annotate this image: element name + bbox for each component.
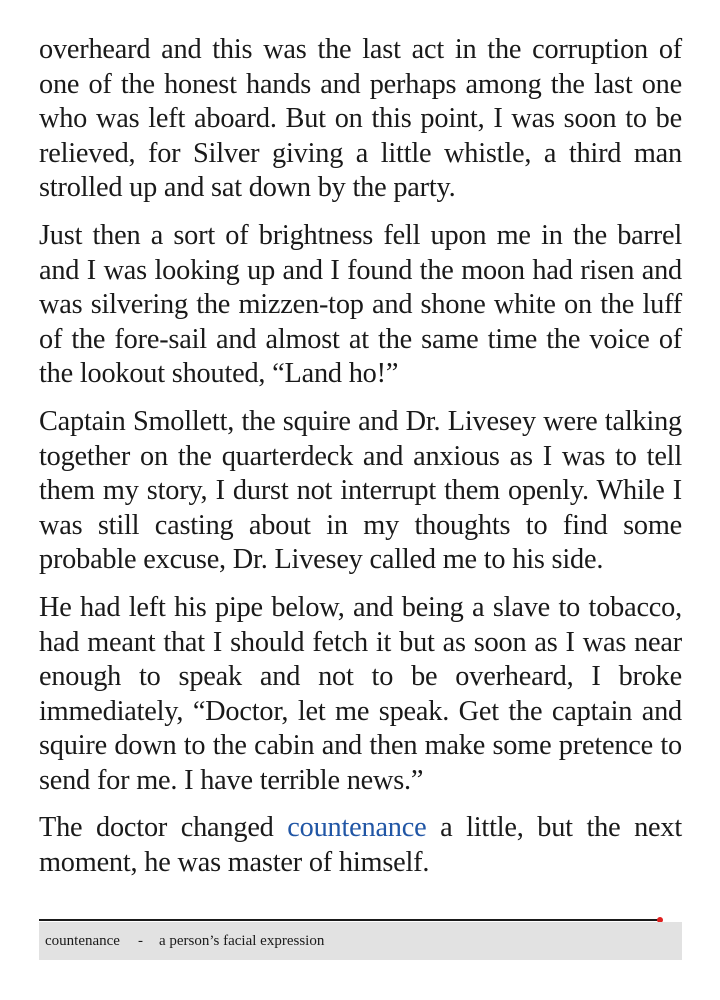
glossary-link-countenance[interactable]: countenance xyxy=(287,812,427,844)
paragraph-1: overheard and this was the last act in the corruption of one of the honest hands and perhaps among the last one who was left aboard. But on this point, I was soon to be relieved, for Silver giving a little whistle, a third man strolled up and sat down by the party. xyxy=(39,34,682,204)
paragraph-3: Captain Smollett, the squire and Dr. Livesey were talking together on the quarterdeck and anxious as I was to tell them my story, I durst not interrupt them openly. While I was still casting about in my thoughts to find some probable excuse, Dr. Livesey called me to his side. xyxy=(39,405,682,576)
footnote-divider xyxy=(39,919,659,921)
glossary-separator: - xyxy=(137,932,143,949)
glossary-term: countenance xyxy=(45,932,120,949)
paragraph-4: He had left his pipe below, and being a slave to tobacco, had meant that I should fetch it but as soon as I was near enough to speak and not to be overheard, I broke immediately, “Doctor, let me speak. Get the captain and squire down to the cabin and then make some pretence to send for me. I have terrible news.” xyxy=(39,591,682,796)
paragraph-2: Just then a sort of brightness fell upon me in the barrel and I was looking up and I found the moon had risen and was silvering the mizzen-top and shone white on the luff of the fore-sail and almost at the same time the voice of the lookout shouted, “Land ho!” xyxy=(39,219,682,390)
paragraph-5-end: a little, but the next moment, he was master of himself. xyxy=(39,812,682,879)
story-text xyxy=(39,33,682,894)
paragraph-5-start: The doctor changed xyxy=(39,812,288,844)
glossary-footnote xyxy=(39,922,682,960)
glossary-definition: a person’s facial expression xyxy=(158,932,325,949)
paragraph-5 xyxy=(39,811,682,880)
